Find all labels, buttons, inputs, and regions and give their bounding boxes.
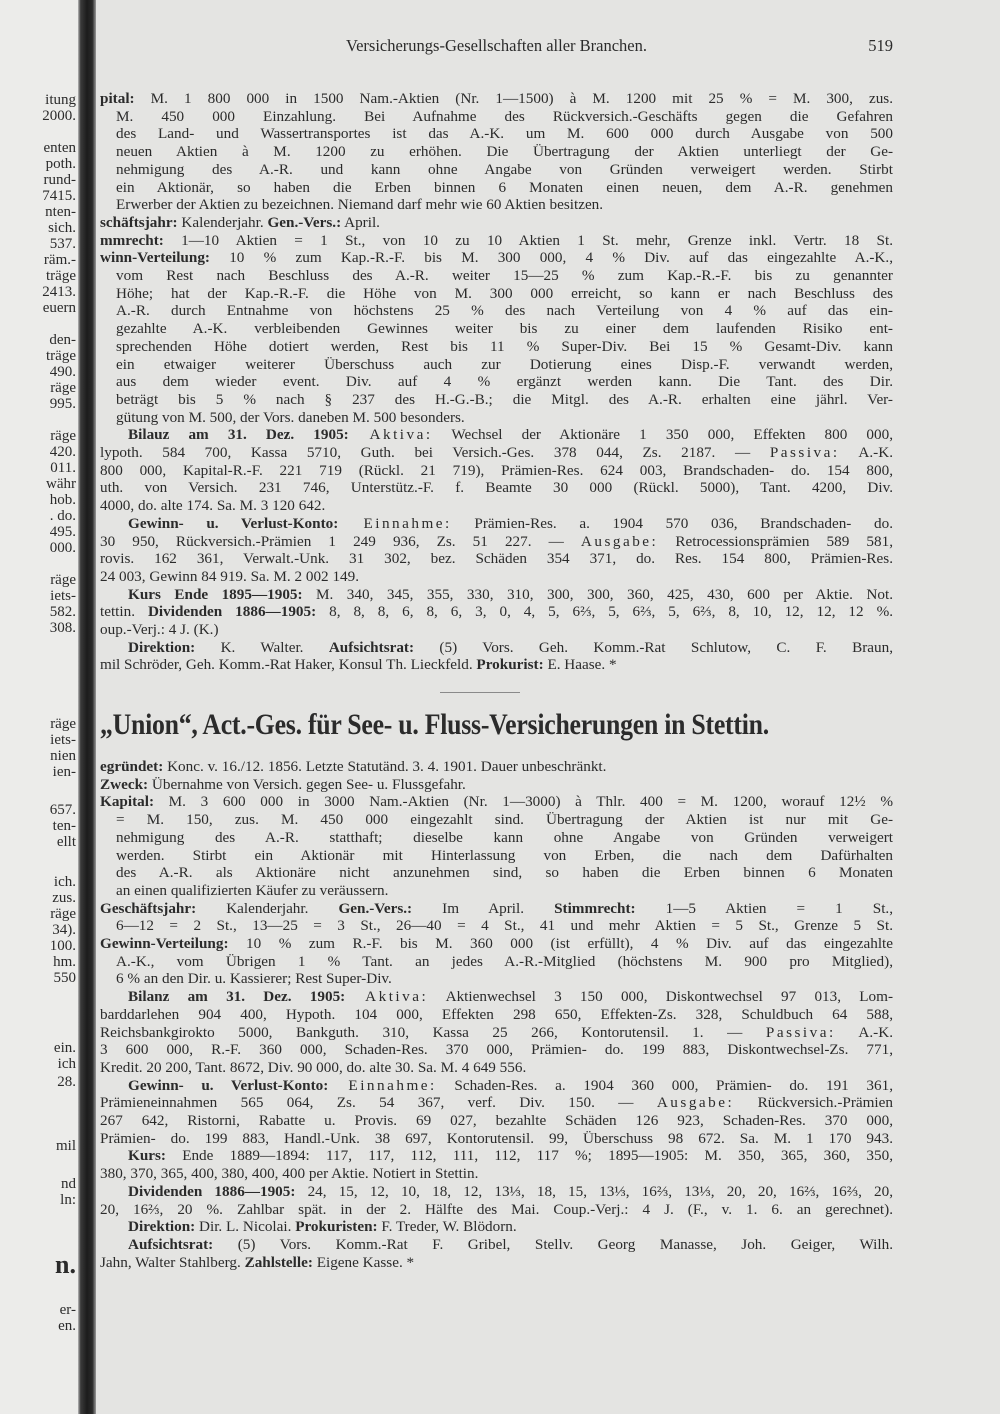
field-text: Rückversich.-Prämien: [734, 1094, 893, 1112]
running-header: [100, 36, 893, 58]
field-text: M. 450 000 Einzahlung. Bei Aufnahme des Rückversich.-Geschäfts gegen die Gefahren: [116, 107, 893, 125]
previous-page-text-fragment: ten-: [52, 818, 76, 834]
spaced-label: Ausgabe:: [580, 532, 659, 550]
field-label: Kurs Ende 1895—1905:: [128, 585, 303, 603]
field-text: A.-K.: [835, 1023, 893, 1041]
text-line: [100, 497, 893, 515]
text-line: [100, 232, 893, 250]
field-text: Dir. L. Nicolai.: [195, 1218, 296, 1236]
text-line: [100, 515, 893, 533]
previous-page-text-fragment: ich: [57, 1056, 76, 1072]
field-text: oup.-Verj.: 4 J. (K.): [100, 621, 219, 638]
field-text: Aktienwechsel 3 150 000, Diskontwechsel 97 013, Lom-: [428, 988, 893, 1006]
field-text: Erwerber der Aktien zu bezeichnen. Niemand darf mehr wie 60 Aktien besitzen.: [116, 196, 604, 214]
field-text: nehmigung des A.-R. und kann ohne Angabe von Gründen verweigert werden. Stirbt: [116, 160, 893, 178]
previous-page-text-fragment: ellt: [56, 834, 76, 850]
text-line: [100, 161, 893, 179]
field-text: des A.-R. als Aktionäre nicht anzunehmen sind, so haben die Erben binnen 6 Monaten: [116, 864, 893, 882]
text-line: [100, 285, 893, 303]
field-text: Im April.: [412, 899, 555, 917]
field-label: Bilauz am 31. Dez. 1905:: [128, 426, 349, 444]
field-text: M. 340, 345, 355, 330, 310, 300, 300, 360, 425, 430, 600 per Aktie. Not.: [302, 585, 893, 603]
field-text: Prämien- do. 199 883, Handl.-Unk. 38 697, Kontorutensil. 99, Überschuss 98 672. Sa. M. 1 170 943.: [100, 1129, 893, 1147]
text-line: [100, 356, 893, 374]
running-title: Versicherungs-Gesellschaften aller Branchen.: [346, 36, 647, 55]
field-text: 6 % an den Dir. u. Kassierer; Rest Super-Div.: [116, 970, 392, 988]
text-line: [100, 409, 893, 427]
previous-page-text-fragment: 490.: [49, 364, 76, 380]
text-line: [100, 1024, 893, 1042]
text-line: [100, 864, 893, 882]
field-text: = M. 150, zus. M. 450 000 eingezahlt sind. Übertragung der Aktien ist nur mit Ge-: [116, 811, 893, 829]
text-line: [100, 302, 893, 320]
field-text: Jahn, Walter Stahlberg.: [100, 1253, 245, 1271]
field-text: Übernahme von Versich. gegen See- u. Flussgefahr.: [148, 775, 466, 793]
field-label: Prokurist:: [476, 656, 544, 674]
spaced-label: Passiva:: [769, 444, 840, 461]
text-line: [100, 639, 893, 657]
text-line: [100, 444, 893, 462]
previous-page-text-fragment: 34).: [52, 922, 76, 938]
previous-page-text-fragment: 000.: [49, 540, 76, 556]
field-text: A.-R. durch Entnahme von höchstens 25 % des nach Verteilung von 4 % auf das ein-: [116, 302, 893, 320]
text-line: [100, 143, 893, 161]
field-label: Kapital:: [100, 793, 155, 811]
text-line: [100, 1218, 893, 1236]
field-label: Dividenden 1886—1905:: [128, 1182, 296, 1200]
text-line: [100, 776, 893, 794]
text-line: [100, 1006, 893, 1024]
previous-page-text-fragment: sich.: [48, 220, 76, 236]
field-text: ein Aktionär, so haben die Erben binnen 6 Monaten einen neuen, dem A.-R. genehmen: [116, 178, 893, 196]
text-line: [100, 179, 893, 197]
previous-page-text-fragment: 657.: [49, 802, 76, 818]
text-line: [100, 656, 893, 674]
text-line: [100, 125, 893, 143]
company-heading: „Union“, Act.-Ges. für See- u. Fluss-Versicherungen in Stettin.: [100, 708, 769, 741]
previous-page-text-fragment: hob.: [49, 492, 76, 508]
field-text: Reichsbankgirokto 5000, Bankguth. 310, Kassa 25 266, Kontorutensil. 1. —: [100, 1023, 766, 1041]
field-text: barddarlehen 904 400, Hypoth. 104 000, Effekten 298 650, Effekten-Zs. 328, Schuldbuch 64 588,: [100, 1005, 893, 1023]
text-line: [100, 603, 893, 621]
field-label: Zahlstelle:: [244, 1253, 313, 1271]
text-line: [100, 793, 893, 811]
previous-page-text-fragment: er-: [59, 1302, 76, 1318]
text-line: [100, 196, 893, 214]
text-line: [100, 847, 893, 865]
field-label: Kurs:: [128, 1147, 166, 1165]
field-text: Kalenderjahr.: [196, 899, 339, 917]
text-line: [100, 1236, 893, 1254]
field-text: (5) Vors. Komm.-Rat F. Gribel, Stellv. Georg Manasse, Joh. Geiger, Wilh.: [213, 1235, 893, 1253]
text-line: [100, 249, 893, 267]
text-line: [100, 1059, 893, 1077]
previous-page-text-fragment: 2413.: [42, 284, 76, 300]
text-line: [100, 1077, 893, 1095]
field-label: Gewinn-Verteilung:: [100, 935, 229, 952]
previous-page-text-fragment: nten-: [45, 204, 76, 220]
text-line: [100, 917, 893, 935]
field-label: Gewinn- u. Verlust-Konto:: [128, 514, 339, 532]
previous-page-text-fragment: träge: [46, 348, 76, 364]
field-text: Prämien-Res. a. 1904 570 036, Brandschaden- do.: [451, 514, 893, 532]
previous-page-text-fragment: 550: [53, 970, 76, 986]
text-line: [100, 320, 893, 338]
field-text: ein etwaiger weiterer Überschuss auch zur Dotierung eines Disp.-F. verwandt werden,: [116, 355, 893, 373]
previous-page-text-fragment: iets-: [50, 732, 76, 748]
field-text: 6—12 = 2 St., 13—25 = 3 St., 26—40 = 4 St., 41 und mehr Aktien = 5 St., Grenze 5 St.: [116, 917, 893, 935]
field-text: 30 950, Rückversich.-Prämien 1 249 936, Zs. 51 227. —: [100, 532, 581, 550]
previous-page-text-fragment: 308.: [49, 620, 76, 636]
previous-page-text-fragment: räge: [50, 572, 76, 588]
field-text: 20, 16⅔, 20 %. Zahlbar spät. in der 2. Hälfte des Mai. Coup.-Verj.: 4 J. (F., v. 1. 6. an gerechnet).: [100, 1200, 893, 1218]
previous-page-text-fragment: träge: [46, 268, 76, 284]
text-line: [100, 338, 893, 356]
previous-page-text-fragment: ln:: [60, 1192, 76, 1208]
previous-page-text-fragment: räge: [50, 428, 76, 444]
previous-page-text-fragment: 582.: [49, 604, 76, 620]
field-text: lypoth. 584 700, Kassa 5710, Guth. bei Versich.-Ges. 378 044, Zs. 2187. —: [100, 444, 770, 461]
text-line: [100, 1183, 893, 1201]
text-line: [100, 1041, 893, 1059]
previous-page-text-fragment: euern: [42, 300, 76, 316]
field-text: M. 3 600 000 in 3000 Nam.-Aktien (Nr. 1—3000) à Thlr. 400 = M. 1200, worauf 12½ %: [154, 793, 893, 811]
previous-page-text-fragment: mil: [55, 1138, 76, 1154]
field-text: des Land- und Wassertransportes ist das A.-K. um M. 600 000 durch Ausgabe von 500: [116, 125, 893, 143]
field-text: neuen Aktien à M. 1200 zu erhöhen. Die Übertragung der Aktien unterliegt der Ge-: [116, 143, 893, 161]
spaced-label: Ausgabe:: [656, 1094, 735, 1112]
field-text: 4000, do. alte 174. Sa. M. 3 120 642.: [100, 497, 326, 515]
text-line: [100, 214, 893, 232]
previous-page-text-fragment: rund-: [43, 172, 76, 188]
text-line: [100, 267, 893, 285]
text-line: [100, 1147, 893, 1165]
spaced-label: Passiva:: [765, 1023, 836, 1041]
field-text: K. Walter.: [195, 638, 329, 656]
previous-page-text-fragment: itung: [45, 92, 76, 108]
section-divider: [440, 692, 520, 693]
field-text: F. Treder, W. Blödorn.: [377, 1218, 517, 1236]
field-label: Bilanz am 31. Dez. 1905:: [128, 988, 346, 1006]
field-text: nehmigung des A.-R. statthaft; dieselbe kann ohne Angabe von Gründen verweigert: [116, 828, 893, 846]
field-text: gütung von M. 500, der Vors. daneben M. 500 besonders.: [116, 408, 465, 426]
field-text: 800 000, Kapital-R.-F. 221 719 (Rückl. 21 719), Prämien-Res. 624 003, Brandschaden- do. 154 800,: [100, 461, 893, 479]
previous-page-text-fragment: 011.: [50, 460, 76, 476]
field-text: Schaden-Res. a. 1904 360 000, Prämien- do. 191 361,: [436, 1076, 893, 1094]
previous-page-text-fragment: räm.-: [43, 252, 76, 268]
field-text: werden. Stirbt ein Aktionär mit Hinterlassung von Erben, die nach dem Dafürhalten: [116, 846, 893, 864]
field-text: Prämieneinnahmen 565 064, Zs. 54 367, verf. Div. 150. —: [100, 1094, 657, 1112]
text-line: [100, 90, 893, 108]
field-label: pital:: [100, 90, 135, 107]
previous-page-text-fragment: 100.: [49, 938, 76, 954]
field-text: gezahlte A.-K. verbleibenden Gewinnes weiter bis zu einer dem laufenden Risiko ent-: [116, 320, 893, 338]
field-text: 10 % zum Kap.-R.-F. bis M. 300 000, 4 % Div. auf das eingezahlte A.-K.,: [209, 249, 893, 267]
field-text: 10 % zum R.-F. bis M. 360 000 (ist erfüllt), 4 % Div. auf das eingezahlte: [228, 935, 893, 952]
field-label: Zweck:: [100, 775, 149, 793]
field-text: (5) Vors. Geh. Komm.-Rat Schlutow, C. F. Braun,: [414, 638, 893, 656]
previous-page-text-fragment: . do.: [49, 508, 76, 524]
text-line: [100, 391, 893, 409]
text-line: [100, 1254, 893, 1272]
previous-page-text-fragment: ein.: [53, 1040, 76, 1056]
text-line: [100, 586, 893, 604]
previous-page-text-fragment: ich.: [53, 874, 76, 890]
field-label: Prokuristen:: [295, 1218, 378, 1236]
field-text: uth. von Versich. 231 746, Unterstütz.-F. f. Beamte 30 000 (Rückl. 5000), Tant. 4200, Div.: [100, 479, 893, 497]
field-label: winn-Verteilung:: [100, 249, 210, 267]
field-label: Direktion:: [128, 1218, 196, 1236]
previous-page-text-fragment: räge: [50, 380, 76, 396]
field-label: Gen.-Vers.:: [267, 213, 342, 231]
text-line: [100, 970, 893, 988]
field-text: aus dem wieder event. Div. auf 4 % ergänzt werden kann. Die Tant. des Dir.: [116, 373, 893, 391]
previous-page-text-fragment: 28.: [57, 1074, 76, 1090]
field-text: Ende 1889—1894: 117, 117, 112, 111, 112, 117 %; 1895—1905: M. 350, 365, 360, 350,: [165, 1147, 893, 1165]
page-number: 519: [868, 36, 893, 55]
field-label: egründet:: [100, 758, 164, 775]
text-line: [100, 900, 893, 918]
spaced-label: Aktiva:: [345, 988, 429, 1006]
text-line: [100, 550, 893, 568]
previous-page-text-fragment: poth.: [45, 156, 76, 172]
previous-page-text-fragment: 537.: [49, 236, 76, 252]
previous-page-text-fragment: 495.: [49, 524, 76, 540]
previous-page-text-fragment: den-: [49, 332, 76, 348]
text-line: [100, 953, 893, 971]
text-line: [100, 426, 893, 444]
text-line: [100, 373, 893, 391]
previous-page-text-fragment: n.: [55, 1250, 76, 1279]
text-line: [100, 935, 893, 953]
previous-page-text-fragment: räge: [50, 716, 76, 732]
text-line: [100, 988, 893, 1006]
text-line: [100, 1094, 893, 1112]
field-text: 8, 8, 8, 6, 8, 6, 3, 0, 4, 5, 6⅔, 5, 6⅔, 5, 6⅔, 8, 10, 12, 12, 12 %.: [316, 603, 893, 621]
spaced-label: Einnahme:: [328, 1076, 437, 1094]
field-label: Dividenden 1886—1905:: [147, 603, 317, 621]
previous-page-text-fragment: ien-: [52, 764, 76, 780]
field-label: schäftsjahr:: [100, 213, 178, 231]
field-text: 24 003, Gewinn 84 919. Sa. M. 2 002 149.: [100, 567, 360, 585]
text-line: [100, 1165, 893, 1183]
text-line: [100, 758, 893, 776]
previous-page-text-fragment: 420.: [49, 444, 76, 460]
text-line: [100, 882, 893, 900]
field-text: rovis. 162 361, Verwalt.-Unk. 31 302, bez. Schäden 354 371, do. Res. 154 800, Prämien-Res.: [100, 550, 893, 568]
field-label: Direktion:: [128, 638, 196, 656]
field-text: 267 642, Ristorni, Rabatte u. Provis. 69 027, bezahlte Schäden 126 923, Schaden-Res. 370 000,: [100, 1112, 893, 1129]
previous-page-text-fragment: räge: [50, 906, 76, 922]
field-text: Kredit. 20 200, Tant. 8672, Div. 90 000, do. alte 30. Sa. M. 4 649 556.: [100, 1058, 527, 1076]
spaced-label: Einnahme:: [338, 514, 452, 532]
text-line: [100, 533, 893, 551]
text-line: [100, 462, 893, 480]
field-text: Wechsel der Aktionäre 1 350 000, Effekten 800 000,: [432, 426, 893, 444]
previous-page-text-fragment: nien: [50, 748, 76, 764]
field-text: vom Rest nach Beschluss des A.-R. weiter 15—25 % zum Kap.-R.-F. bis zu genannter: [116, 267, 893, 284]
previous-page-text-fragment: iets-: [50, 588, 76, 604]
field-text: 1—5 Aktien = 1 St.,: [635, 899, 893, 917]
field-label: Aufsichtsrat:: [128, 1235, 214, 1253]
field-text: 24, 15, 12, 10, 18, 12, 13⅓, 18, 15, 13⅓, 16⅔, 13⅓, 20, 20, 16⅔, 16⅔, 20,: [295, 1182, 893, 1200]
field-text: tettin.: [100, 603, 148, 621]
field-label: Gewinn- u. Verlust-Konto:: [128, 1076, 329, 1094]
field-text: A.-K.: [839, 444, 893, 461]
spaced-label: Aktiva:: [348, 426, 433, 444]
text-line: [100, 829, 893, 847]
field-text: Konc. v. 16./12. 1856. Letzte Statutänd. 3. 4. 1901. Dauer unbeschränkt.: [163, 758, 607, 775]
field-text: M. 1 800 000 in 1500 Nam.-Aktien (Nr. 1—1500) à M. 1200 mit 25 % = M. 300, zus.: [134, 90, 893, 107]
field-text: 380, 370, 365, 400, 380, 400, 400 per Aktie. Notiert in Stettin.: [100, 1165, 479, 1183]
text-line: [100, 621, 893, 639]
previous-page-text-fragment: 7415.: [42, 188, 76, 204]
field-label: Aufsichtsrat:: [328, 638, 415, 656]
field-text: Kalenderjahr.: [177, 213, 268, 231]
text-line: [100, 811, 893, 829]
previous-page-text-fragment: 2000.: [42, 108, 76, 124]
field-label: Stimmrecht:: [554, 899, 636, 917]
field-text: 1—10 Aktien = 1 St., von 10 zu 10 Aktien 1 St. mehr, Grenze inkl. Vertr. 18 St.: [163, 231, 893, 249]
field-text: E. Haase. *: [543, 656, 617, 674]
previous-page-text-fragment: enten: [43, 140, 76, 156]
field-text: 3 600 000, R.-F. 360 000, Schaden-Res. 370 000, Prämien- do. 199 883, Diskontwechsel-Zs. 771,: [100, 1041, 893, 1059]
field-text: beträgt bis 5 % nach § 237 des H.-G.-B.; die Mitgl. des A.-R. erhalten eine jährl. Ver-: [116, 390, 893, 408]
text-line: [100, 568, 893, 586]
field-label: Gen.-Vers.:: [338, 899, 413, 917]
previous-page-text-fragment: nd: [61, 1176, 76, 1192]
previous-page-text-fragment: en.: [58, 1318, 76, 1334]
text-line: [100, 1201, 893, 1219]
field-label: Geschäftsjahr:: [100, 899, 197, 917]
text-line: [100, 479, 893, 497]
field-label: mmrecht:: [100, 231, 164, 249]
book-binding-gutter: [78, 0, 96, 1414]
previous-page-text-fragment: zus.: [52, 890, 76, 906]
field-text: sprechenden Höhe dotiert werden, Rest bis 11 % Super-Div. Bei 15 % Gesamt-Div. kann: [116, 337, 893, 355]
field-text: Höhe; hat der Kap.-R.-F. die Höhe von M. 300 000 erreicht, so kann er nach Beschluss des: [116, 284, 893, 302]
field-text: Eigene Kasse. *: [312, 1253, 415, 1271]
field-text: Retrocessionsprämien 589 581,: [658, 532, 893, 550]
previous-page-text-fragment: hm.: [53, 954, 76, 970]
field-text: April.: [341, 213, 380, 231]
previous-page-text-fragment: währ: [46, 476, 76, 492]
text-line: [100, 1112, 893, 1130]
text-line: [100, 108, 893, 126]
previous-page-text-fragment: 995.: [49, 396, 76, 412]
field-text: A.-K., vom Übrigen 1 % Tant. an jedes A.-R.-Mitglied (höchstens M. 900 pro Mitglied),: [116, 952, 893, 970]
text-line: [100, 1130, 893, 1148]
field-text: mil Schröder, Geh. Komm.-Rat Haker, Konsul Th. Lieckfeld.: [100, 656, 477, 674]
previous-page-edge: [0, 0, 80, 1414]
field-text: an einen qualifizierten Käufer zu veräussern.: [116, 881, 389, 899]
